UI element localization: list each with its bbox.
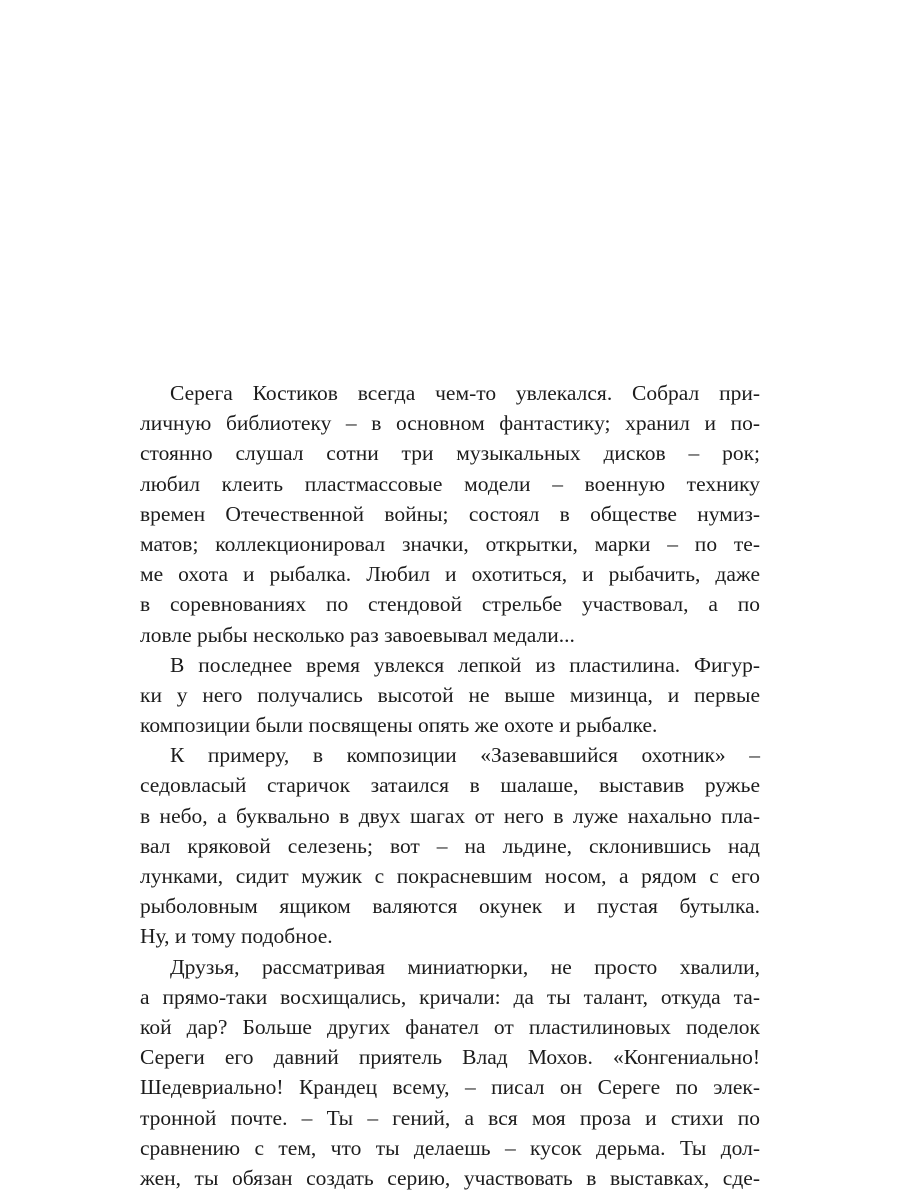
- text-line: ки у него получались высотой не выше мизинца, и первые: [140, 682, 760, 707]
- text-line: тронной почте. – Ты – гений, а вся моя проза и стихи по: [140, 1105, 760, 1130]
- text-line: личную библиотеку – в основном фантастику; хранил и по-: [140, 411, 760, 436]
- text-line: матов; коллекционировал значки, открытки, марки – по те-: [140, 531, 760, 556]
- text-line: Ну, и тому подобное.: [140, 924, 333, 949]
- text-line: Серега Костиков всегда чем-то увлекался. Собрал при-: [170, 381, 760, 405]
- text-line: В последнее время увлекся лепкой из пластилина. Фигур-: [170, 652, 760, 677]
- body-text: [140, 378, 760, 1193]
- text-line: кой дар? Больше других фанател от пластилиновых поделок: [140, 1014, 760, 1039]
- text-line: Друзья, рассматривая миниатюрки, не просто хвалили,: [170, 954, 760, 979]
- text-line: вал кряковой селезень; вот – на льдине, склонившись над: [140, 833, 760, 858]
- text-line: сравнению с тем, что ты делаешь – кусок дерьма. Ты дол-: [140, 1135, 760, 1160]
- text-line: рыболовным ящиком валяются окунек и пустая бутылка.: [140, 894, 760, 919]
- text-line: композиции были посвящены опять же охоте и рыбалке.: [140, 713, 658, 738]
- text-line: в небо, а буквально в двух шагах от него в луже нахально пла-: [140, 803, 760, 828]
- text-line: Шедевриально! Крандец всему, – писал он Сереге по элек-: [140, 1075, 760, 1100]
- text-line: Сереги его давний приятель Влад Мохов. «Конгениально!: [140, 1045, 760, 1070]
- text-line: в соревнованиях по стендовой стрельбе участвовал, а по: [140, 592, 760, 617]
- text-line: ловле рыбы несколько раз завоевывал медали...: [140, 622, 575, 647]
- text-line: ме охота и рыбалка. Любил и охотиться, и рыбачить, даже: [140, 562, 760, 587]
- text-line: стоянно слушал сотни три музыкальных дисков – рок;: [140, 441, 760, 466]
- text-line: времен Отечественной войны; состоял в обществе нумиз-: [140, 501, 760, 526]
- text-line: а прямо-таки восхищались, кричали: да ты талант, откуда та-: [140, 984, 760, 1009]
- text-line: лунками, сидит мужик с покрасневшим носом, а рядом с его: [140, 864, 760, 888]
- text-line: любил клеить пластмассовые модели – военную технику: [140, 471, 760, 496]
- text-line: жен, ты обязан создать серию, участвовать в выставках, сде-: [140, 1165, 760, 1190]
- text-line: седовласый старичок затаился в шалаше, выставив ружье: [140, 773, 760, 798]
- text-line: К примеру, в композиции «Зазевавшийся охотник» –: [170, 743, 760, 768]
